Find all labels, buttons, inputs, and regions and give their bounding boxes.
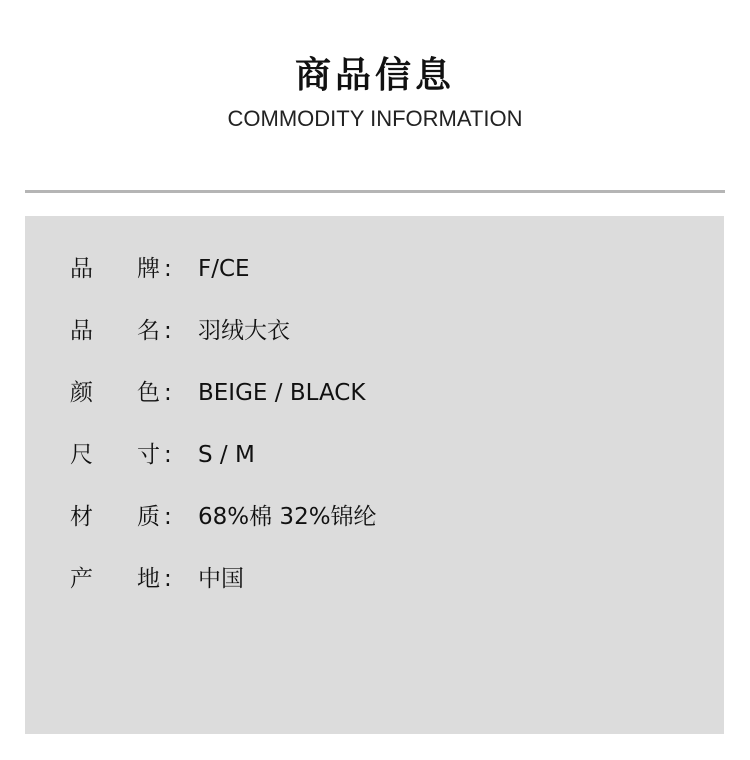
page-title: 商品信息 bbox=[294, 55, 455, 96]
info-value-material: 68%棉 32%锦纶 bbox=[198, 504, 377, 530]
label-char: 质 bbox=[137, 504, 160, 530]
info-row-origin bbox=[25, 563, 724, 595]
info-value-origin: 中国 bbox=[198, 566, 244, 592]
info-value-size: S / M bbox=[198, 442, 255, 468]
header bbox=[0, 0, 750, 140]
label-colon: : bbox=[164, 442, 172, 468]
info-row-material bbox=[25, 501, 724, 533]
label-char: 牌 bbox=[137, 256, 160, 282]
label-colon: : bbox=[164, 566, 172, 592]
info-row-color bbox=[25, 377, 724, 409]
page-subtitle: COMMODITY INFORMATION bbox=[227, 106, 523, 131]
label-char: 品 bbox=[70, 256, 93, 282]
info-row-brand bbox=[25, 253, 724, 285]
label-char: 材 bbox=[70, 504, 93, 530]
label-char: 色 bbox=[137, 380, 160, 406]
label-colon: : bbox=[164, 318, 172, 344]
info-value-color: BEIGE / BLACK bbox=[198, 380, 366, 406]
label-char: 产 bbox=[70, 566, 93, 592]
label-char: 名 bbox=[137, 318, 160, 344]
info-row-name bbox=[25, 315, 724, 347]
info-value-name: 羽绒大衣 bbox=[198, 318, 290, 344]
label-char: 寸 bbox=[137, 442, 160, 468]
info-row-size bbox=[25, 439, 724, 471]
label-colon: : bbox=[164, 504, 172, 530]
label-char: 地 bbox=[137, 566, 160, 592]
label-char: 品 bbox=[70, 318, 93, 344]
label-char: 颜 bbox=[70, 380, 93, 406]
info-value-brand: F/CE bbox=[198, 256, 250, 282]
label-colon: : bbox=[164, 380, 172, 406]
info-panel bbox=[25, 216, 724, 734]
label-colon: : bbox=[164, 256, 172, 282]
divider bbox=[25, 190, 725, 193]
label-char: 尺 bbox=[70, 442, 93, 468]
